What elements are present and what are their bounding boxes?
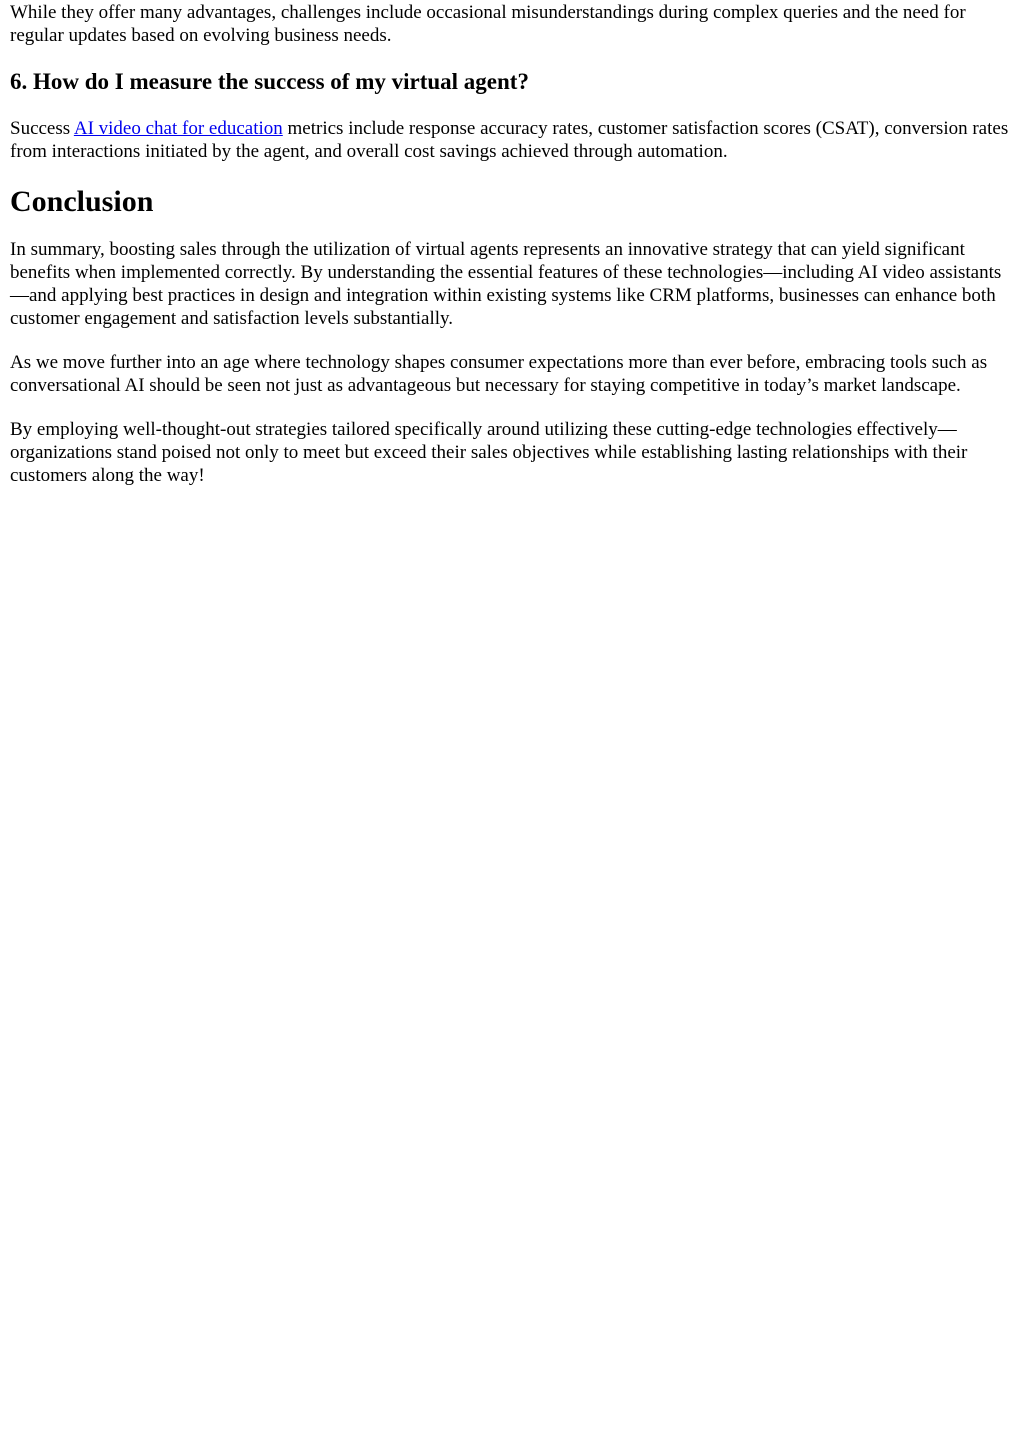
faq-6-answer	[10, 117, 1014, 163]
article-page	[10, 0, 1014, 487]
faq-6-text-before-link: Success	[10, 118, 74, 139]
conclusion-paragraph-3: By employing well-thought-out strategies tailored specifically around utilizing these cutting-edge technologies effectively—organizations stand poised not only to meet but exceed their sales objectives while establishing lasting relationships with their customers along the way!	[10, 419, 968, 486]
intro-paragraph: While they offer many advantages, challenges include occasional misunderstandings during complex queries and the need for regular updates based on evolving business needs.	[10, 2, 966, 46]
faq-6-heading: 6. How do I measure the success of my virtual agent?	[10, 69, 529, 94]
ai-video-chat-link[interactable]: AI video chat for education	[73, 118, 283, 139]
conclusion-paragraph-1: In summary, boosting sales through the utilization of virtual agents represents an innovative strategy that can yield significant benefits when implemented correctly. By understanding the essential features of these technologies—including AI video assistants—and applying best practices in design and integration within existing systems like CRM platforms, businesses can enhance both customer engagement and satisfaction levels substantially.	[10, 239, 1002, 329]
conclusion-heading: Conclusion	[10, 185, 154, 218]
conclusion-paragraph-2: As we move further into an age where technology shapes consumer expectations more than ever before, embracing tools such as conversational AI should be seen not just as advantageous but necessary for staying competitive in today’s market landscape.	[10, 352, 988, 396]
faq-6-text-after-link: metrics include response accuracy rates, customer satisfaction scores (CSAT), conversion rates from interactions initiated by the agent, and overall cost savings achieved through automation.	[10, 118, 1009, 162]
